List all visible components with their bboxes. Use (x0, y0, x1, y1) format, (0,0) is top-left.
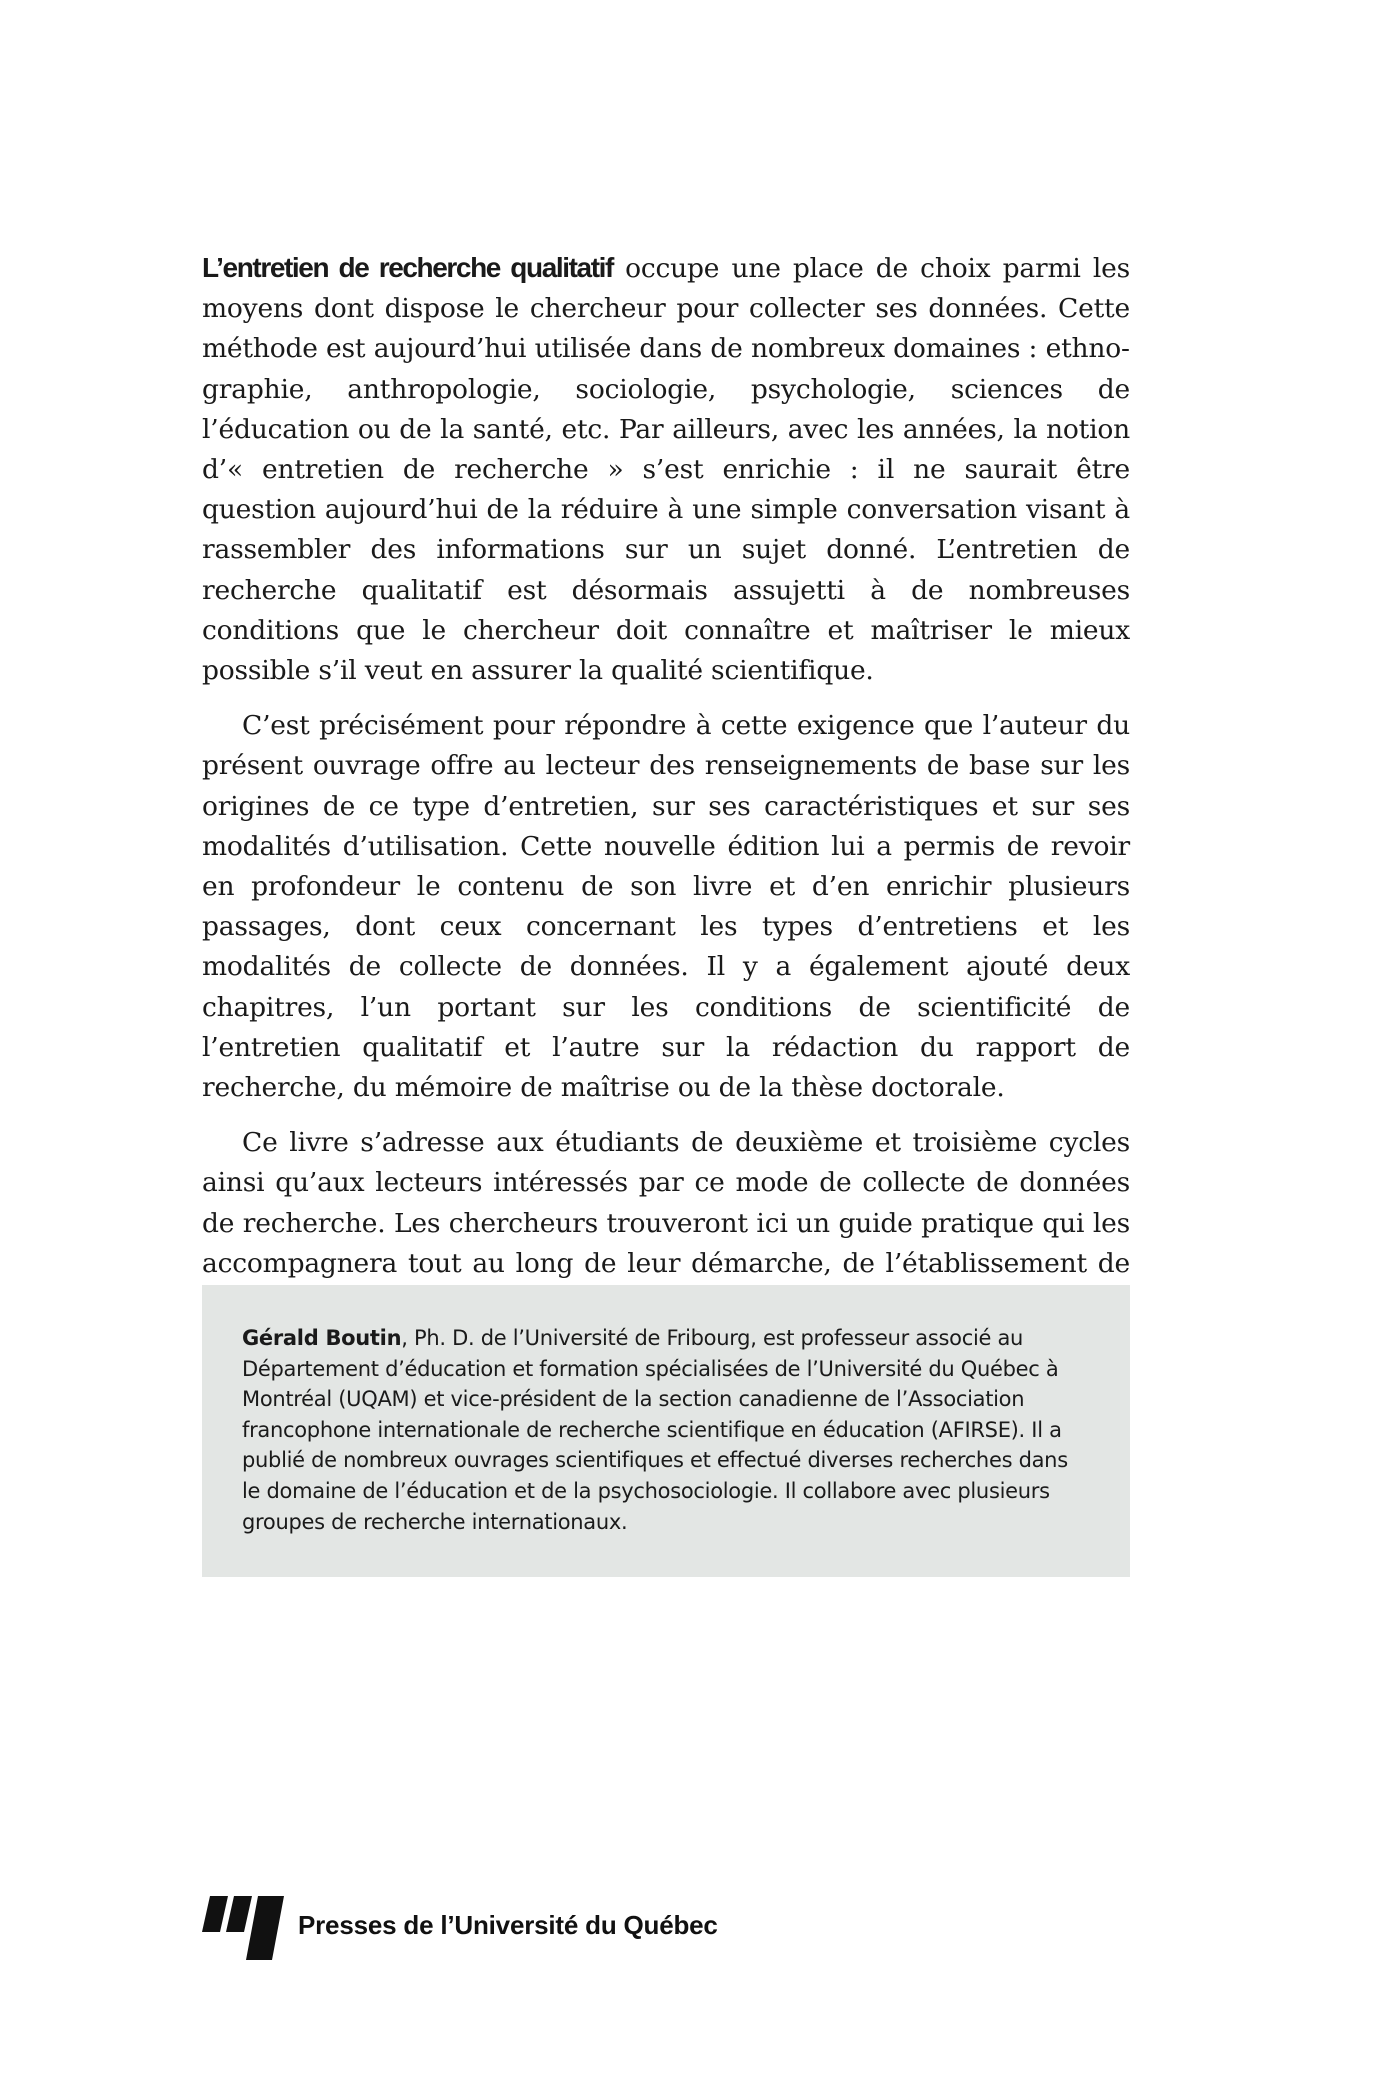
blurb-paragraph-1-text: occupe une place de choix parmi les moyens dont dispose le chercheur pour collecter ses données. Cette méthode est aujourd’hui utilisée dans de nombreux domaines : ethnographie, anthropologie, sociologie, psychologie, sciences de l’éducation ou de la santé, etc. Par ailleurs, avec les années, la notion d’« entretien de recherche » s’est enrichie : il ne saurait être question aujourd’hui de la réduire à une simple conversation visant à rassembler des informations sur un sujet donné. L’entretien de recherche qualitatif est désormais assujetti à de nombreuses conditions que le chercheur doit connaître et maîtriser le mieux possible s’il veut en assurer la qualité scientifique. (202, 253, 1130, 687)
blurb-paragraph-3: Ce livre s’adresse aux étudiants de deuxième et troisième cycles ainsi qu’aux lecteurs intéressés par ce mode de collecte de données de recherche. Les chercheurs trouveront ici un guide pratique qui les accompagnera tout au long de leur démarche, de l’établissement de (202, 1127, 1130, 1279)
book-title-lead: L’entretien de recherche qualitatif (202, 252, 613, 283)
blurb-paragraph-1 (202, 248, 1130, 691)
puq-logo-icon (202, 1896, 284, 1960)
blurb-paragraph-2: C’est précisément pour répondre à cette exigence que l’auteur du présent ouvrage offre au lecteur des renseignements de base sur les origines de ce type d’entretien, sur ses caractéristiques et sur ses modalités d’utilisation. Cette nouvelle édition lui a permis de revoir en profondeur le contenu de son livre et d’en enrichir plusieurs passages, dont ceux concernant les types d’entretiens et les modalités de collecte de données. Il y a également ajouté deux chapitres, l’un portant sur les conditions de scientificité de l’entretien qualitatif et l’autre sur la rédaction du rapport de recherche, du mémoire de maîtrise ou de la thèse doctorale. (202, 710, 1130, 1104)
back-cover-blurb (202, 248, 1130, 1339)
author-bio-text: , Ph. D. de l’Université de Fribourg, est professeur associé au Département d’éducation et formation spécialisées de l’Université du Québec à Montréal (UQAM) et vice-président de la section canadienne de l’Association francophone internationale de recherche scientifique en éducation (AFIRSE). Il a publié de nombreux ouvrages scientifiques et effectué diverses recherches dans le domaine de l’éducation et de la psychosociologie. Il collabore avec plusieurs groupes de recherche internationaux. (242, 1326, 1068, 1534)
publisher-name: Presses de l’Université du Québec (298, 1910, 718, 1940)
author-bio-box (202, 1285, 1130, 1577)
author-bio (242, 1323, 1090, 1537)
author-name: Gérald Boutin (242, 1326, 402, 1350)
